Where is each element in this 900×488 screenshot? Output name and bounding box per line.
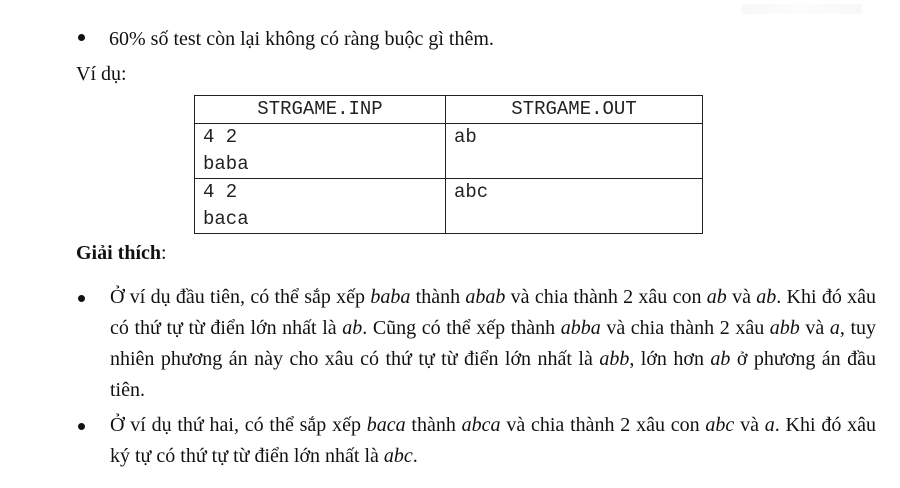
bullet-icon: [78, 423, 85, 430]
text-run: và: [734, 414, 765, 436]
text-run: . Khi đó xâu có thứ tự từ điển lớn nhất là: [110, 286, 876, 339]
italic-term: ab: [706, 286, 727, 308]
table-header-output: STRGAME.OUT: [446, 96, 703, 124]
table-row: [195, 124, 703, 179]
text-run: . Khi đó xâu ký tự có thứ tự từ điển lớn nhất là: [110, 414, 876, 467]
italic-term: ab: [342, 317, 363, 339]
italic-term: ab: [710, 348, 731, 370]
table-cell-input: [195, 124, 446, 179]
text-run: và: [726, 286, 757, 308]
input-line: 4 2: [203, 126, 238, 148]
input-line: baca: [203, 208, 249, 230]
italic-term: abb: [599, 348, 630, 370]
text-run: thành: [405, 414, 462, 436]
italic-term: abba: [560, 317, 601, 339]
italic-term: a: [764, 414, 775, 436]
bullet-icon: [78, 295, 85, 302]
table-row: [195, 179, 703, 234]
text-run: Ở ví dụ thứ hai, có thể sắp xếp: [110, 414, 367, 436]
text-run: .: [412, 445, 418, 467]
italic-term: baca: [366, 414, 406, 436]
scan-artifact: [742, 4, 862, 14]
table-cell-output: abc: [446, 179, 703, 234]
text-run: ở phương án đầu tiên.: [110, 348, 876, 401]
explanation-paragraph: [110, 410, 876, 472]
table-header-input: STRGAME.INP: [195, 96, 446, 124]
example-label: Ví dụ:: [76, 63, 127, 85]
text-run: , tuy nhiên phương án này cho xâu có thứ tự từ điển lớn nhất là: [110, 317, 877, 370]
bullet-item: [78, 28, 494, 51]
text-run: và chia thành 2 xâu: [600, 317, 770, 339]
table-cell-input: [195, 179, 446, 234]
text-run: và: [799, 317, 830, 339]
table-cell-output: ab: [446, 124, 703, 179]
text-run: Ở ví dụ đầu tiên, có thể sắp xếp: [110, 286, 371, 308]
italic-term: abca: [461, 414, 501, 436]
example-table: [194, 95, 703, 234]
explanation-heading: [76, 242, 167, 265]
italic-term: abc: [383, 445, 413, 467]
italic-term: abab: [465, 286, 506, 308]
input-line: baba: [203, 153, 249, 175]
italic-term: ab: [756, 286, 777, 308]
italic-term: abc: [705, 414, 735, 436]
text-run: và chia thành 2 xâu con: [500, 414, 706, 436]
text-run: thành: [410, 286, 466, 308]
text-run: . Cũng có thể xếp thành: [362, 317, 561, 339]
explanation-label: Giải thích: [76, 242, 162, 264]
input-line: 4 2: [203, 181, 238, 203]
bullet-text: 60% số test còn lại không có ràng buộc gì thêm.: [109, 28, 494, 50]
italic-term: baba: [370, 286, 411, 308]
italic-term: a: [829, 317, 840, 339]
explanation-colon: :: [161, 242, 167, 264]
text-run: và chia thành 2 xâu con: [505, 286, 707, 308]
italic-term: abb: [769, 317, 800, 339]
table-header-row: [195, 96, 703, 124]
text-run: , lớn hơn: [629, 348, 711, 370]
bullet-icon: [78, 34, 85, 41]
explanation-paragraph: [110, 282, 876, 406]
